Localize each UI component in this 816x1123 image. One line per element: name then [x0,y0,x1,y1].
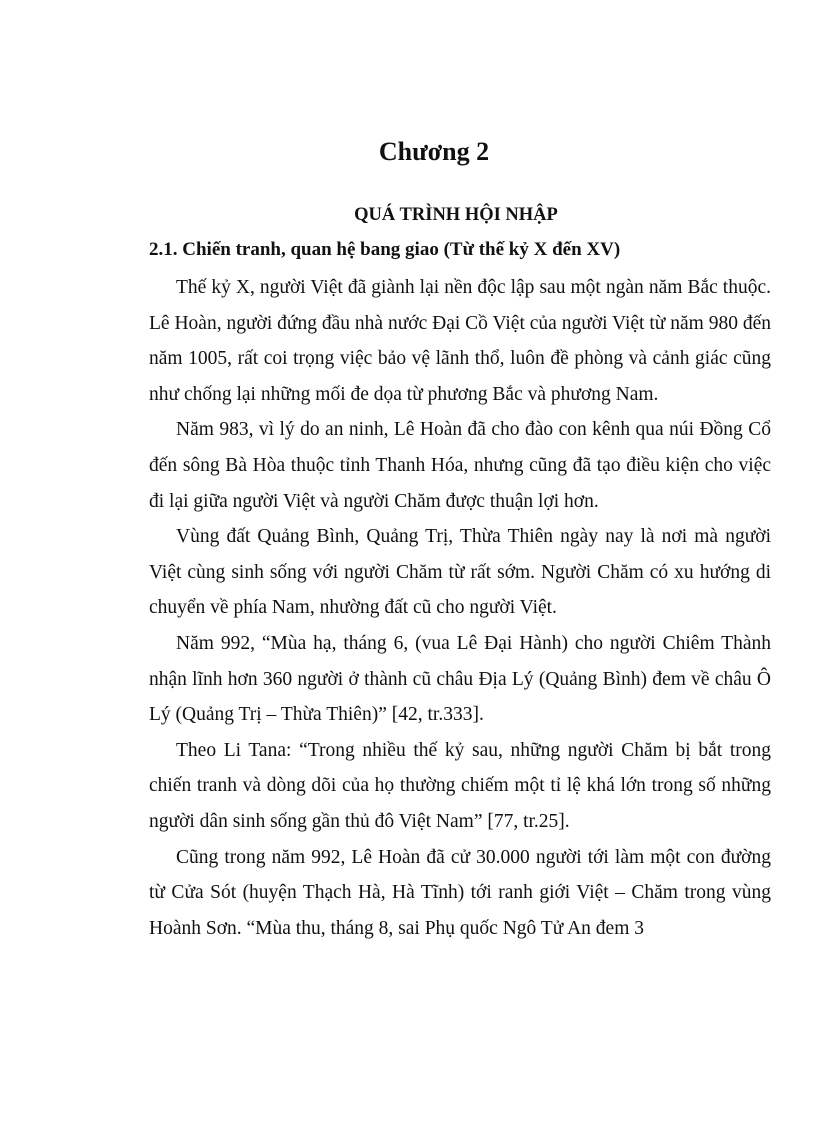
paragraph: Cũng trong năm 992, Lê Hoàn đã cử 30.000 người tới làm một con đường từ Cửa Sót (huyện Thạch Hà, Hà Tĩnh) tới ranh giới Việt – Chăm trong vùng Hoành Sơn. “Mùa thu, tháng 8, sai Phụ quốc Ngô Tử An đem 3 [149,846,771,939]
paragraph: Vùng đất Quảng Bình, Quảng Trị, Thừa Thiên ngày nay là nơi mà người Việt cùng sinh sống với người Chăm từ rất sớm. Người Chăm có xu hướng di chuyển về phía Nam, nhường đất cũ cho người Việt. [149,526,771,619]
chapter-title: Chương 2 [378,137,490,166]
part-title: QUÁ TRÌNH HỘI NHẬP [354,205,558,225]
section-heading: 2.1. Chiến tranh, quan hệ bang giao (Từ thế kỷ X đến XV) [149,239,621,260]
paragraph: Năm 983, vì lý do an ninh, Lê Hoàn đã cho đào con kênh qua núi Đồng Cổ đến sông Bà Hòa thuộc tỉnh Thanh Hóa, nhưng cũng đã tạo điều kiện cho việc đi lại giữa người Việt và người Chăm được thuận lợi hơn. [149,419,771,512]
paragraph: Theo Li Tana: “Trong nhiều thế kỷ sau, những người Chăm bị bắt trong chiến tranh và dòng dõi của họ thường chiếm một tỉ lệ khá lớn trong số những người dân sinh sống gần thủ đô Việt Nam” [77, tr.25]. [149,739,771,832]
paragraph: Năm 992, “Mùa hạ, tháng 6, (vua Lê Đại Hành) cho người Chiêm Thành nhận lĩnh hơn 360 người ở thành cũ châu Địa Lý (Quảng Bình) đem về châu Ô Lý (Quảng Trị – Thừa Thiên)” [42, tr.333]. [149,632,771,726]
body-text [149,270,771,946]
paragraph: Thế kỷ X, người Việt đã giành lại nền độc lập sau một ngàn năm Bắc thuộc. Lê Hoàn, người đứng đầu nhà nước Đại Cồ Việt của người Việt từ năm 980 đến năm 1005, rất coi trọng việc bảo vệ lãnh thổ, luôn đề phòng và cảnh giác cũng như chống lại những mối đe dọa từ phương Bắc và phương Nam. [149,277,771,405]
